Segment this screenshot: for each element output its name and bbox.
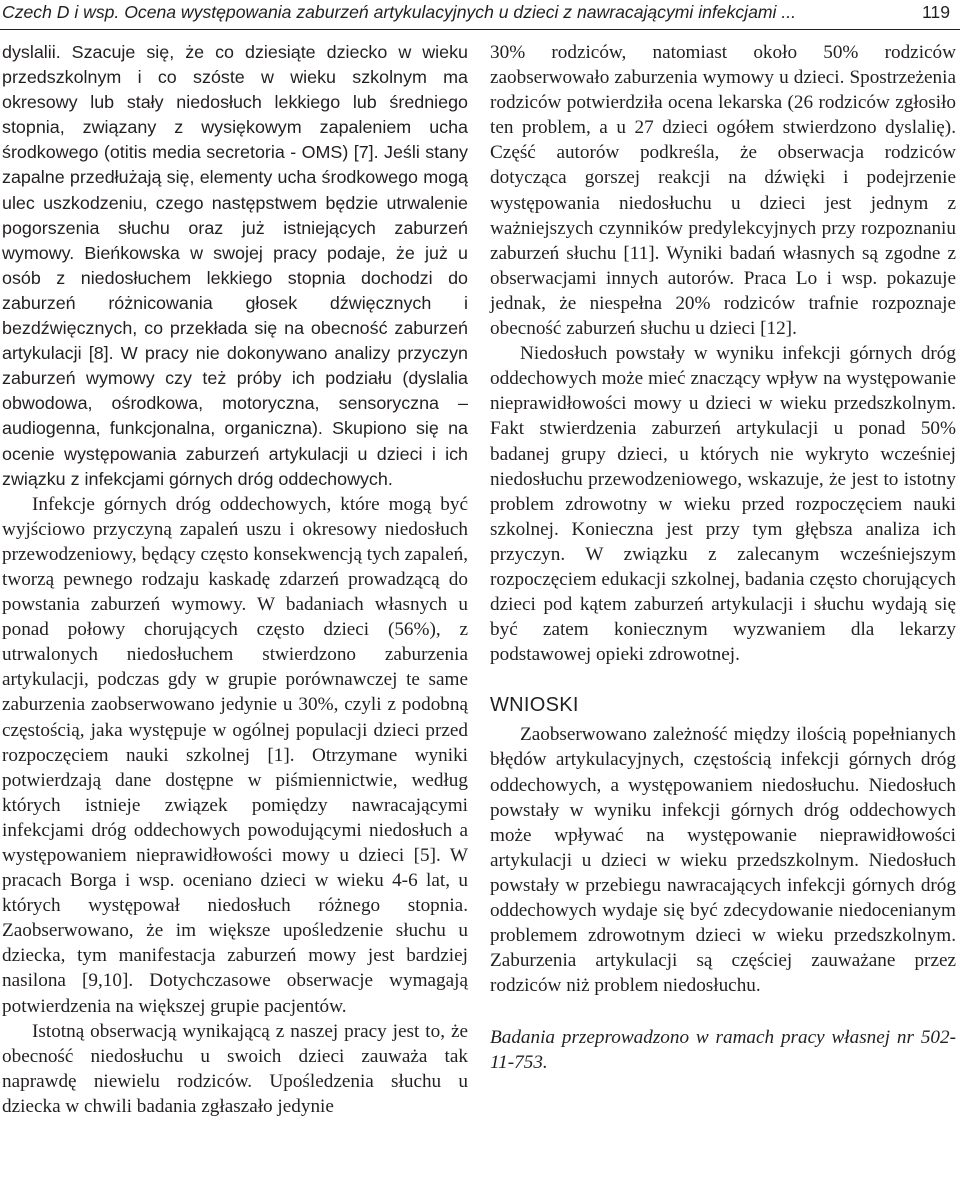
left-column [2,40,468,1119]
conclusions-paragraph: Zaobserwowano zależność między ilością popełnianych błędów artykulacyjnych, częstością infekcji górnych dróg oddechowych, a występowaniem niedosłuchu. Niedosłuch powstały w wyniku infekcji górnych dróg oddechowych może wpływać na występowanie nieprawidłowości artykulacji u dzieci w wieku przedszkolnym. Niedosłuch powstały w przebiegu nawracających infekcji górnych dróg oddechowych wydaje się być zdecydowanie niedocenianym problemem zdrowotnym dzieci w wieku przedszkolnym. Zaburzenia artykulacji są częściej zauważane przez rodziców niż problem niedosłuchu. [490,724,956,997]
body-paragraph: dyslalii. Szacuje się, że co dziesiąte dziecko w wieku przedszkolnym i co szóste w wieku szkolnym ma okresowy lub stały niedosłuch lekkiego lub średniego stopnia, związany z wysiękowym zapaleniem ucha środkowego (otitis media secretoria - OMS) [7]. Jeśli stany zapalne przedłużają się, elementy ucha środkowego mogą ulec uszkodzeniu, czego następstwem będzie utrwalenie pogorszenia słuchu oraz już istniejących zaburzeń wymowy. Bieńkowska w swojej pracy podaje, że już u osób z niedosłuchem lekkiego stopnia dochodzi do zaburzeń różnicowania głosek dźwięcznych i bezdźwięcznych, co przekłada się na obecność zaburzeń artykulacji [8]. W pracy nie dokonywano analizy przyczyn zaburzeń wymowy czy też próby ich podziału (dyslalia obwodowa, ośrodkowa, motoryczna, sensoryczna – audiogenna, funkcjonalna, organiczna). Skupiono się na ocenie występowania zaburzeń artykulacji u dzieci i ich związku z infekcjami górnych dróg oddechowych. [2,42,468,489]
body-paragraph: Istotną obserwacją wynikającą z naszej pracy jest to, że obecność niedosłuchu u swoich dzieci zauważa tak naprawdę niewielu rodziców. Upośledzenia słuchu u dziecka w chwili badania zgłaszało jedynie [2,1020,468,1117]
page-number: 119 [921,2,950,22]
body-paragraph: Niedosłuch powstały w wyniku infekcji górnych dróg oddechowych może mieć znaczący wpływ na występowanie nieprawidłowości mowy u dzieci w wieku przedszkolnym. Fakt stwierdzenia zaburzeń artykulacji u ponad 50% badanej grupy dzieci, u których nie wykryto wcześniej niedosłuchu przewodzeniowego, wskazuje, że jest to istotny problem zdrowotny w wieku przed rozpoczęciem nauki szkolnej. Konieczna jest przy tym głębsza analiza ich przyczyn. W związku z zalecanym wcześniejszym rozpoczęciem edukacji szkolnej, badania często chorujących dzieci pod kątem zaburzeń artykulacji i słuchu wydają się być zatem koniecznym wyzwaniem dla lekarzy podstawowej opieki zdrowotnej. [490,343,956,666]
body-paragraph: Infekcje górnych dróg oddechowych, które mogą być wyjściowo przyczyną zapaleń uszu i okresowy niedosłuch przewodzeniowy, będący często konsekwencją tych zapaleń, tworzą pewnego rodzaju kaskadę zdarzeń prowadzącą do powstania zaburzeń wymowy. W badaniach własnych u ponad połowy chorujących często dzieci (56%), z utrwalonych niedosłuchem stwierdzono zaburzenia artykulacji, podczas gdy w grupie porównawczej te same zaburzenia zaobserwowano jedynie u 30%, czyli z podobną częstością, jaka występuje w ogólnej populacji dzieci przed rozpoczęciem nauki szkolnej [1]. Otrzymane wyniki potwierdzają dane dostępne w piśmiennictwie, według których istnieje związek pomiędzy nawracającymi infekcjami dróg oddechowych powodującymi niedosłuch a występowaniem nieprawidłowości mowy u dzieci [5]. W pracach Borga i wsp. oceniano dzieci w wieku 4-6 lat, u których występował niedosłuch różnego stopnia. Zaobserwowano, że im większe upośledzenie słuchu u dziecka, tym manifestacja zaburzeń mowy jest bardziej nasilona [9,10]. Dotychczasowe obserwacje wymagają potwierdzenia na większej grupie pacjentów. [2,493,468,1017]
running-header [2,0,950,26]
running-title: Czech D i wsp. Ocena występowania zaburzeń artykulacyjnych u dzieci z nawracającymi infekcjami ... [2,2,796,22]
body-paragraph: 30% rodziców, natomiast około 50% rodziców zaobserwowało zaburzenia wymowy u dzieci. Spostrzeżenia rodziców potwierdziła ocena lekarska (26 rodziców zgłosiło ten problem, a u 27 dzieci ogółem stwierdzono dyslalię). Część autorów podkreśla, że obserwacja rodziców dotycząca gorszej reakcji na dźwięki i podejrzenie występowania niedosłuchu u dzieci jest jednym z ważniejszych czynników predylekcyjnych przy rozpoznaniu zaburzeń słuchu [11]. Wyniki badań własnych są zgodne z obserwacjami innych autorów. Praca Lo i wsp. pokazuje jednak, że niespełna 20% rodziców trafnie rozpoznaje obecność zaburzeń słuchu u dzieci [12]. [490,42,956,340]
funding-note: Badania przeprowadzono w ramach pracy własnej nr 502-11-753. [490,1027,956,1074]
section-heading-conclusions: WNIOSKI [490,694,579,717]
header-divider [0,29,960,30]
right-column [490,40,956,1076]
